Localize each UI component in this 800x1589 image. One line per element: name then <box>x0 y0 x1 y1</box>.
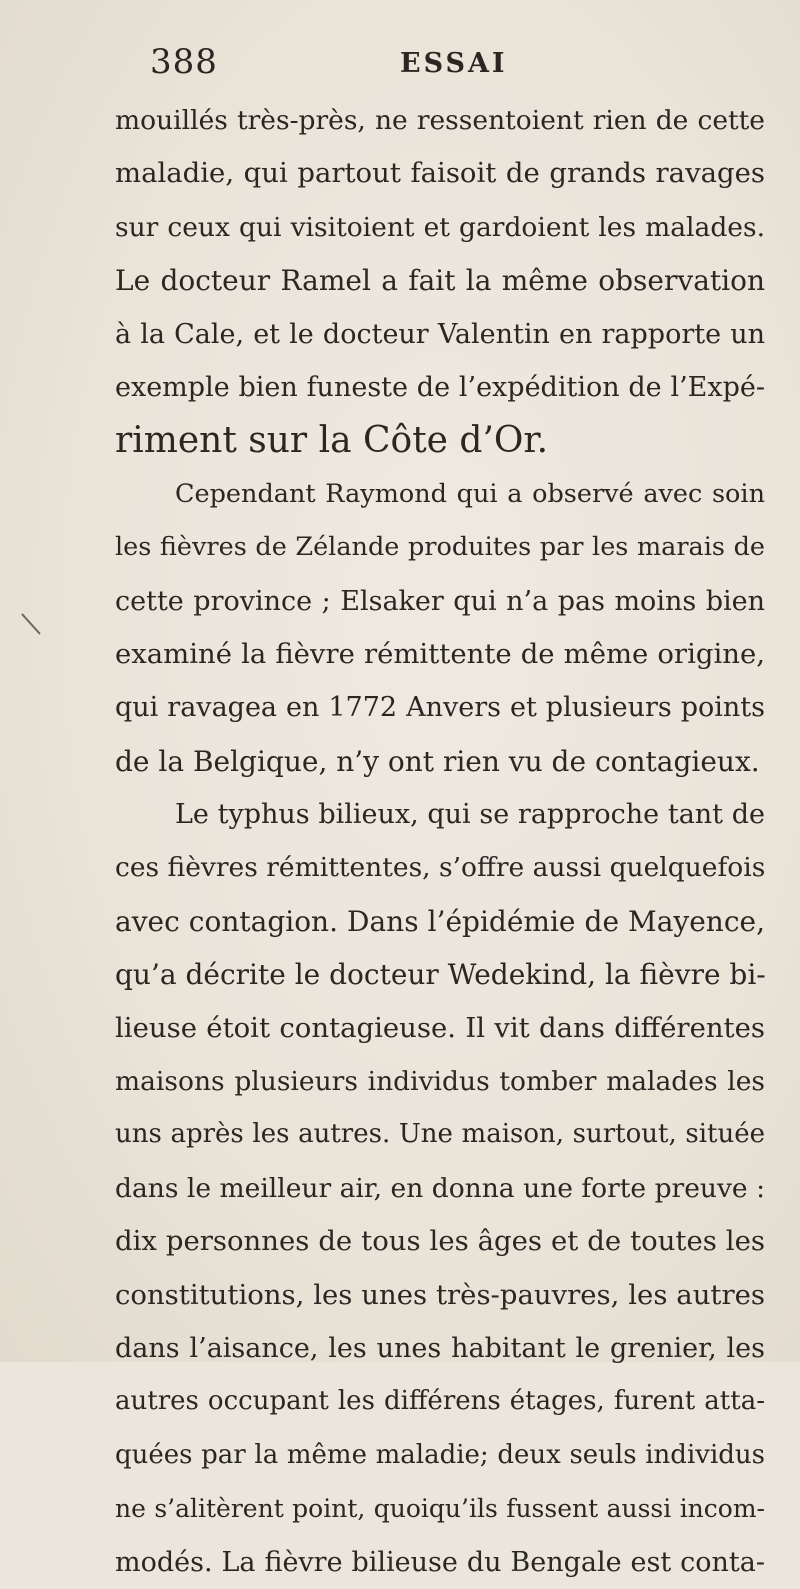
text-line: cette province ; Elsaker qui n’a pas moins bien <box>115 585 765 617</box>
text-line: modés. La fièvre bilieuse du Bengale est conta- <box>115 1546 765 1578</box>
text-line: quées par la même maladie; deux seuls individus <box>115 1439 765 1470</box>
text-line: maladie, qui partout faisoit de grands ravages <box>115 157 765 190</box>
text-line: dans le meilleur air, en donna une forte preuve : <box>115 1172 765 1204</box>
text-line: uns après les autres. Une maison, surtout, située <box>115 1119 765 1150</box>
text-line: ne s’alitèrent point, quoiqu’ils fussent aussi incom- <box>115 1494 765 1524</box>
text-line: mouillés très-près, ne ressentoient rien de cette <box>115 105 765 136</box>
text-line: exemple bien funeste de l’expédition de l’Expé- <box>115 371 765 403</box>
page-header <box>150 42 770 82</box>
body-text <box>115 94 765 1589</box>
text-line: maisons plusieurs individus tomber malades les <box>115 1066 765 1098</box>
text-line: examiné la fièvre rémittente de même origine, <box>115 637 765 670</box>
text-line: ces fièvres rémittentes, s’offre aussi quelquefois <box>115 852 766 884</box>
text-line: qu’a décrite le docteur Wedekind, la fièvre bi- <box>115 958 766 992</box>
paragraph-start-line: Le typhus bilieux, qui se rapproche tant de <box>175 799 765 831</box>
paragraph-start-line: Cependant Raymond qui a observé avec soin <box>175 478 765 509</box>
margin-pencil-mark <box>18 610 48 640</box>
running-head: ESSAI <box>400 48 508 79</box>
text-line: Le docteur Ramel a fait la même observation <box>115 264 765 298</box>
text-line: les fièvres de Zélande produites par les marais de <box>115 532 765 563</box>
text-line: constitutions, les unes très-pauvres, les autres <box>115 1278 765 1311</box>
text-line: autres occupant les différens étages, furent atta- <box>115 1386 765 1417</box>
page-number: 388 <box>150 42 218 82</box>
text-line: de la Belgique, n’y ont rien vu de contagieux. <box>115 744 760 778</box>
text-line: dans l’aisance, les unes habitant le grenier, les <box>115 1332 765 1364</box>
text-line: lieuse étoit contagieuse. Il vit dans différentes <box>115 1011 765 1044</box>
text-line: qui ravagea en 1772 Anvers et plusieurs points <box>115 692 765 724</box>
text-line: sur ceux qui visitoient et gardoient les malades. <box>115 211 765 243</box>
text-line: à la Cale, et le docteur Valentin en rapporte un <box>115 318 765 350</box>
text-line: riment sur la Côte d’Or. <box>115 420 549 462</box>
text-line: avec contagion. Dans l’épidémie de Mayence, <box>115 904 765 938</box>
text-line: dix personnes de tous les âges et de toutes les <box>115 1225 765 1258</box>
